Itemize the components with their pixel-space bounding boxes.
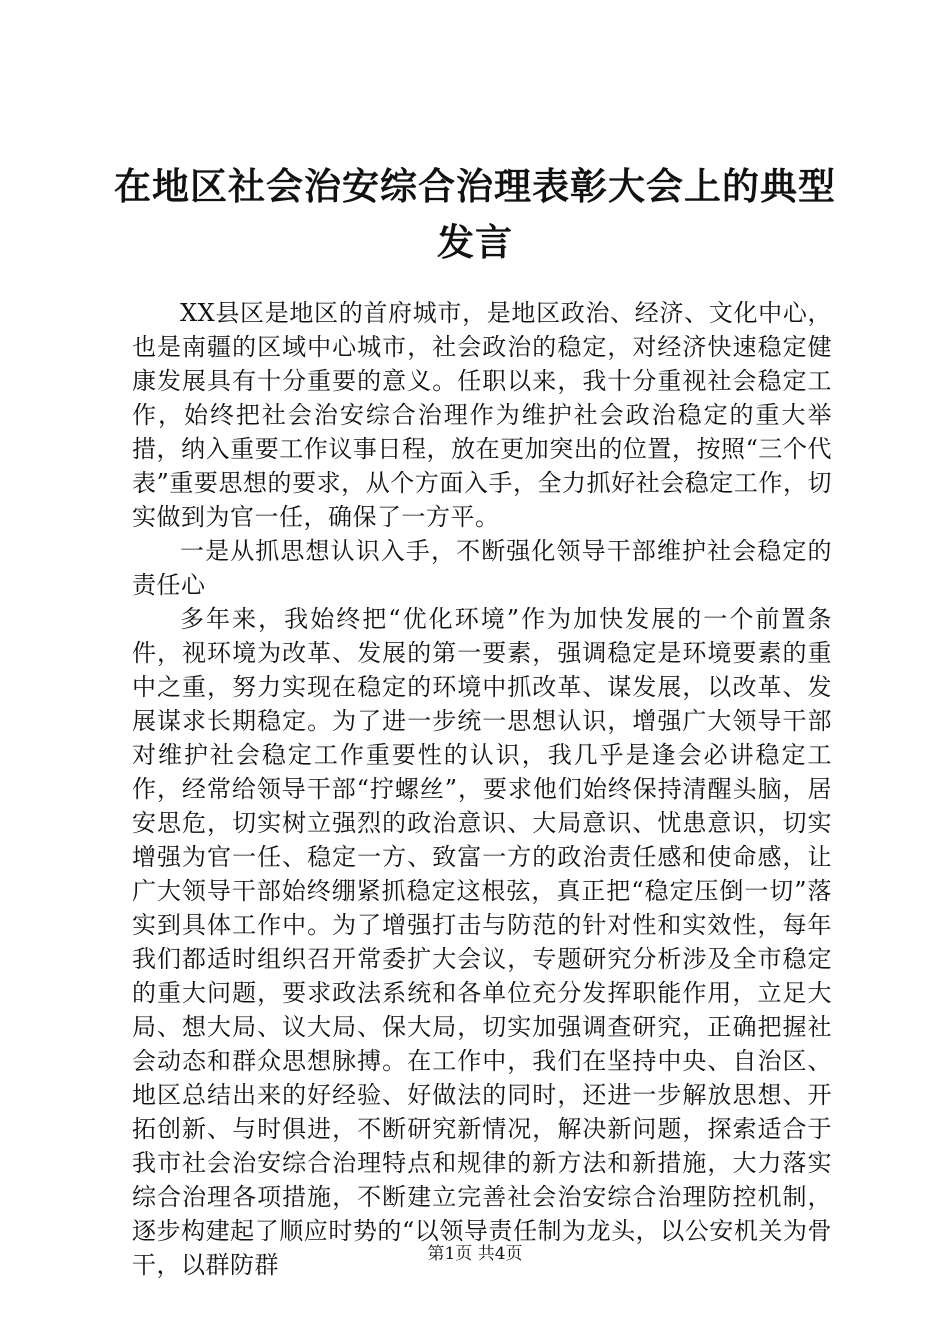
- document-title: 在地区社会治安综合治理表彰大会上的典型发言: [114, 164, 836, 264]
- paragraph: 一是从抓思想认识入手，不断强化领导干部维护社会稳定的责任心: [132, 537, 832, 599]
- paragraph: XX县区是地区的首府城市，是地区政治、经济、文化中心，也是南疆的区域中心城市，社会政治的稳定，对经济快速稳定健康发展具有十分重要的意义。任职以来，我十分重视社会稳定工作，始终把社会治安综合治理作为维护社会政治稳定的重大举措，纳入重要工作议事日程，放在更加突出的位置，按照“三个代表”重要思想的要求，从个方面入手，全力抓好社会稳定工作，切实做到为官一任，确保了一方平。: [132, 299, 832, 531]
- paragraph: 多年来，我始终把“优化环境”作为加快发展的一个前置条件，视环境为改革、发展的第一要素，强调稳定是环境要素的重中之重，努力实现在稳定的环境中抓改革、谋发展，以改革、发展谋求长期稳定。为了进一步统一思想认识，增强广大领导干部对维护社会稳定工作重要性的认识，我几乎是逢会必讲稳定工作，经常给领导干部“拧螺丝”，要求他们始终保持清醒头脑，居安思危，切实树立强烈的政治意识、大局意识、忧患意识，切实增强为官一任、稳定一方、致富一方的政治责任感和使命感，让广大领导干部始终绷紧抓稳定这根弦，真正把“稳定压倒一切”落实到具体工作中。为了增强打击与防范的针对性和实效性，每年我们都适时组织召开常委扩大会议，专题研究分析涉及全市稳定的重大问题，要求政法系统和各单位充分发挥职能作用，立足大局、想大局、议大局、保大局，切实加强调查研究，正确把握社会动态和群众思想脉搏。在工作中，我们在坚持中央、自治区、地区总结出来的好经验、好做法的同时，还进一步解放思想、开拓创新、与时俱进，不断研究新情况，解决新问题，探索适合于我市社会治安综合治理特点和规律的新方法和新措施，大力落实综合治理各项措施，不断建立完善社会治安综合治理防控机制，逐步构建起了顺应时势的“以领导责任制为龙头，以公安机关为骨干，以群防群: [132, 605, 832, 1279]
- document-body: [132, 296, 832, 1282]
- page-footer: 第1页 共4页: [427, 1244, 523, 1264]
